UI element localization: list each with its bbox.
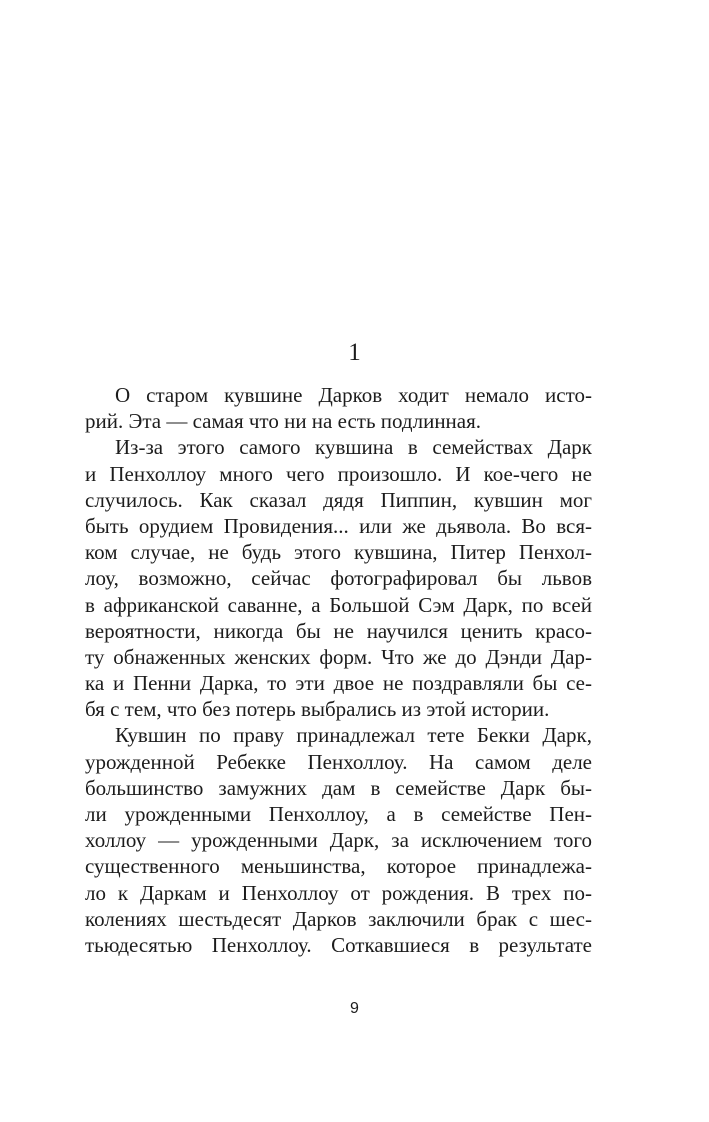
text-line: случилось. Как сказал дядя Пиппин, кувшин мог [85,487,592,512]
text-line: урожденной Ребекке Пенхоллоу. На самом деле [85,749,592,774]
text-line: холлоу — урожденными Дарк, за исключением того [85,828,592,853]
text-line: ка и Пенни Дарка, то эти двое не поздравляли бы се- [85,671,592,696]
text-line: ло к Даркам и Пенхоллоу от рождения. В трех по- [85,880,592,905]
text-line: тьюдесятью Пенхоллоу. Соткавшиеся в результате [85,932,592,957]
text-line: лоу, возможно, сейчас фотографировал бы львов [85,566,592,591]
text-line: ту обнаженных женских форм. Что же до Дэнди Дар- [85,644,592,669]
text-line: и Пенхоллоу много чего произошло. И кое-чего не [85,461,592,486]
text-line: вероятности, никогда бы не научился ценить красо- [85,618,592,643]
text-line: быть орудием Провидения... или же дьявола. Во вся- [85,513,592,538]
text-line: колениях шестьдесят Дарков заключили брак с шес- [85,906,592,931]
text-line: в африканской саванне, а Большой Сэм Дарк, по всей [85,592,592,617]
page-number: 9 [350,1000,359,1017]
text-line: Кувшин по праву принадлежал тете Бекки Дарк, [115,723,592,748]
text-line: рий. Эта — самая что ни на есть подлинная. [85,409,482,434]
text-line: О старом кувшине Дарков ходит немало исто- [115,383,592,407]
text-line: ли урожденными Пенхоллоу, а в семействе Пен- [85,802,592,826]
chapter-text [85,382,592,958]
text-line: бя с тем, что без потерь выбрались из этой истории. [85,697,550,722]
text-line: ком случае, не будь этого кувшина, Питер Пенхол- [85,540,592,565]
text-line: Из-за этого самого кувшина в семействах Дарк [115,435,592,460]
text-line: большинство замужних дам в семействе Дарк бы- [85,775,592,800]
chapter-number: 1 [348,339,361,366]
text-line: существенного меньшинства, которое принадлежа- [85,854,592,879]
